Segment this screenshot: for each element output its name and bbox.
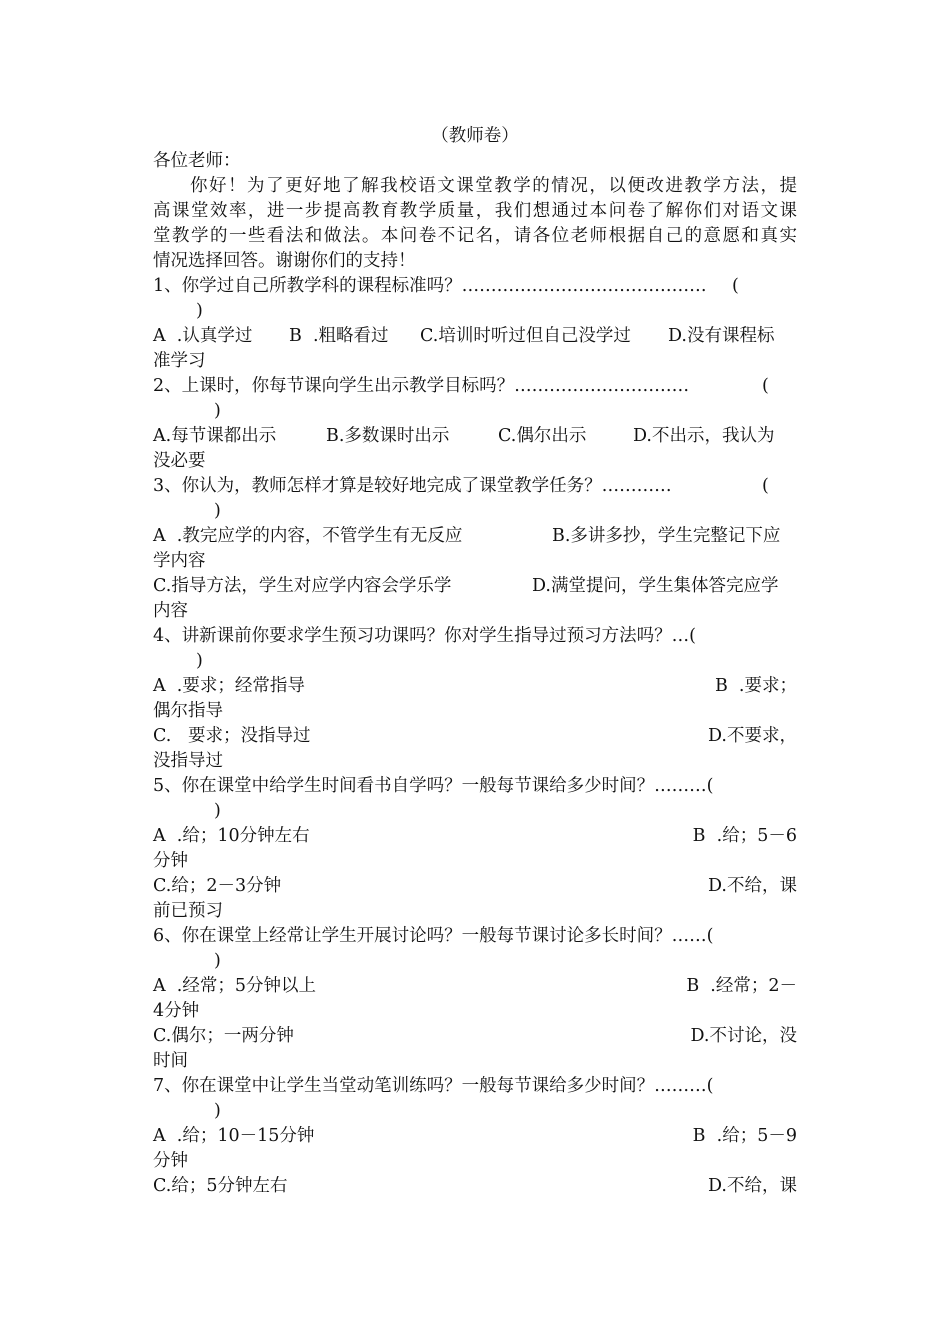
option-c: C. 要求；没指导过 xyxy=(153,726,311,746)
intro-line: 高课堂效率，进一步提高教育教学质量，我们想通过本问卷了解你们对语文课 xyxy=(153,201,797,221)
question-text: 4、讲新课前你要求学生预习功课吗？你对学生指导过预习方法吗？…( xyxy=(153,626,696,646)
intro-line: 情况选择回答。谢谢你们的支持！ xyxy=(153,251,416,271)
option-b: B.多数课时出示 xyxy=(326,426,450,446)
option-d-continued: 前已预习 xyxy=(153,901,223,921)
option-c: C.指导方法，学生对应学内容会学乐学 xyxy=(153,576,452,596)
question-text: 6、你在课堂上经常让学生开展讨论吗？一般每节课讨论多长时间？……( xyxy=(153,926,714,946)
option-b-continued: 学内容 xyxy=(153,551,206,571)
option-d-continued: 时间 xyxy=(153,1051,188,1071)
option-d-continued: 准学习 xyxy=(153,351,206,371)
question-text: 2、上课时，你每节课向学生出示教学目标吗？………………………… xyxy=(153,376,690,396)
option-d: D.没有课程标 xyxy=(668,326,775,346)
option-a: A .教完应学的内容，不管学生有无反应 xyxy=(153,526,463,546)
answer-paren-close: ) xyxy=(214,801,221,821)
option-c: C.培训时听过但自己没学过 xyxy=(420,326,631,346)
option-a: A .给；10分钟左右 xyxy=(153,826,310,846)
option-b-continued: 分钟 xyxy=(153,1151,188,1171)
option-c: C.偶尔；一两分钟 xyxy=(153,1026,294,1046)
question-text: 1、你学过自己所教学科的课程标准吗？…………………………………… xyxy=(153,276,707,296)
option-b: B.多讲多抄，学生完整记下应 xyxy=(552,526,781,546)
answer-paren-close: ) xyxy=(196,301,203,321)
option-d: D.不讨论，没 xyxy=(690,1026,797,1046)
option-b: B .要求； xyxy=(714,676,797,696)
option-b: B .给；5－6 xyxy=(692,826,797,846)
question-text: 5、你在课堂中给学生时间看书自学吗？一般每节课给多少时间？………( xyxy=(153,776,714,796)
option-d: D.不出示，我认为 xyxy=(633,426,775,446)
page-title: （教师卷） xyxy=(431,126,519,146)
question-text: 7、你在课堂中让学生当堂动笔训练吗？一般每节课给多少时间？………( xyxy=(153,1076,714,1096)
answer-paren-open: ( xyxy=(732,276,739,296)
option-d-continued: 内容 xyxy=(153,601,188,621)
option-a: A.每节课都出示 xyxy=(153,426,277,446)
intro-line: 堂教学的一些看法和做法。本问卷不记名，请各位老师根据自己的意愿和真实 xyxy=(153,226,797,246)
option-b: B .粗略看过 xyxy=(289,326,389,346)
option-a: A .经常；5分钟以上 xyxy=(153,976,316,996)
option-a: A .认真学过 xyxy=(153,326,253,346)
option-d-continued: 没必要 xyxy=(153,451,206,471)
option-b-continued: 偶尔指导 xyxy=(153,701,223,721)
option-d: D.不给，课 xyxy=(708,876,797,896)
option-d: D.不给，课 xyxy=(708,1176,797,1196)
answer-paren-close: ) xyxy=(214,501,221,521)
option-b: B .给；5－9 xyxy=(692,1126,797,1146)
option-c: C.给；2－3分钟 xyxy=(153,876,282,896)
option-c: C.偶尔出示 xyxy=(498,426,587,446)
answer-paren-close: ) xyxy=(214,401,221,421)
answer-paren-open: ( xyxy=(762,376,769,396)
answer-paren-close: ) xyxy=(214,951,221,971)
option-d: D.满堂提问，学生集体答完应学 xyxy=(532,576,779,596)
option-a: A .要求；经常指导 xyxy=(153,676,305,696)
option-a: A .给；10－15分钟 xyxy=(153,1126,315,1146)
answer-paren-close: ) xyxy=(196,651,203,671)
option-d: D.不要求， xyxy=(708,726,797,746)
question-text: 3、你认为，教师怎样才算是较好地完成了课堂教学任务？………… xyxy=(153,476,672,496)
option-c: C.给；5分钟左右 xyxy=(153,1176,288,1196)
answer-paren-open: ( xyxy=(762,476,769,496)
option-b-continued: 分钟 xyxy=(153,851,188,871)
greeting: 各位老师： xyxy=(153,151,241,171)
intro-line: 你好！为了更好地了解我校语文课堂教学的情况，以便改进教学方法，提 xyxy=(190,176,797,196)
option-b-continued: 4分钟 xyxy=(153,1001,200,1021)
option-d-continued: 没指导过 xyxy=(153,751,223,771)
answer-paren-close: ) xyxy=(214,1101,221,1121)
option-b: B .经常；2－ xyxy=(686,976,797,996)
